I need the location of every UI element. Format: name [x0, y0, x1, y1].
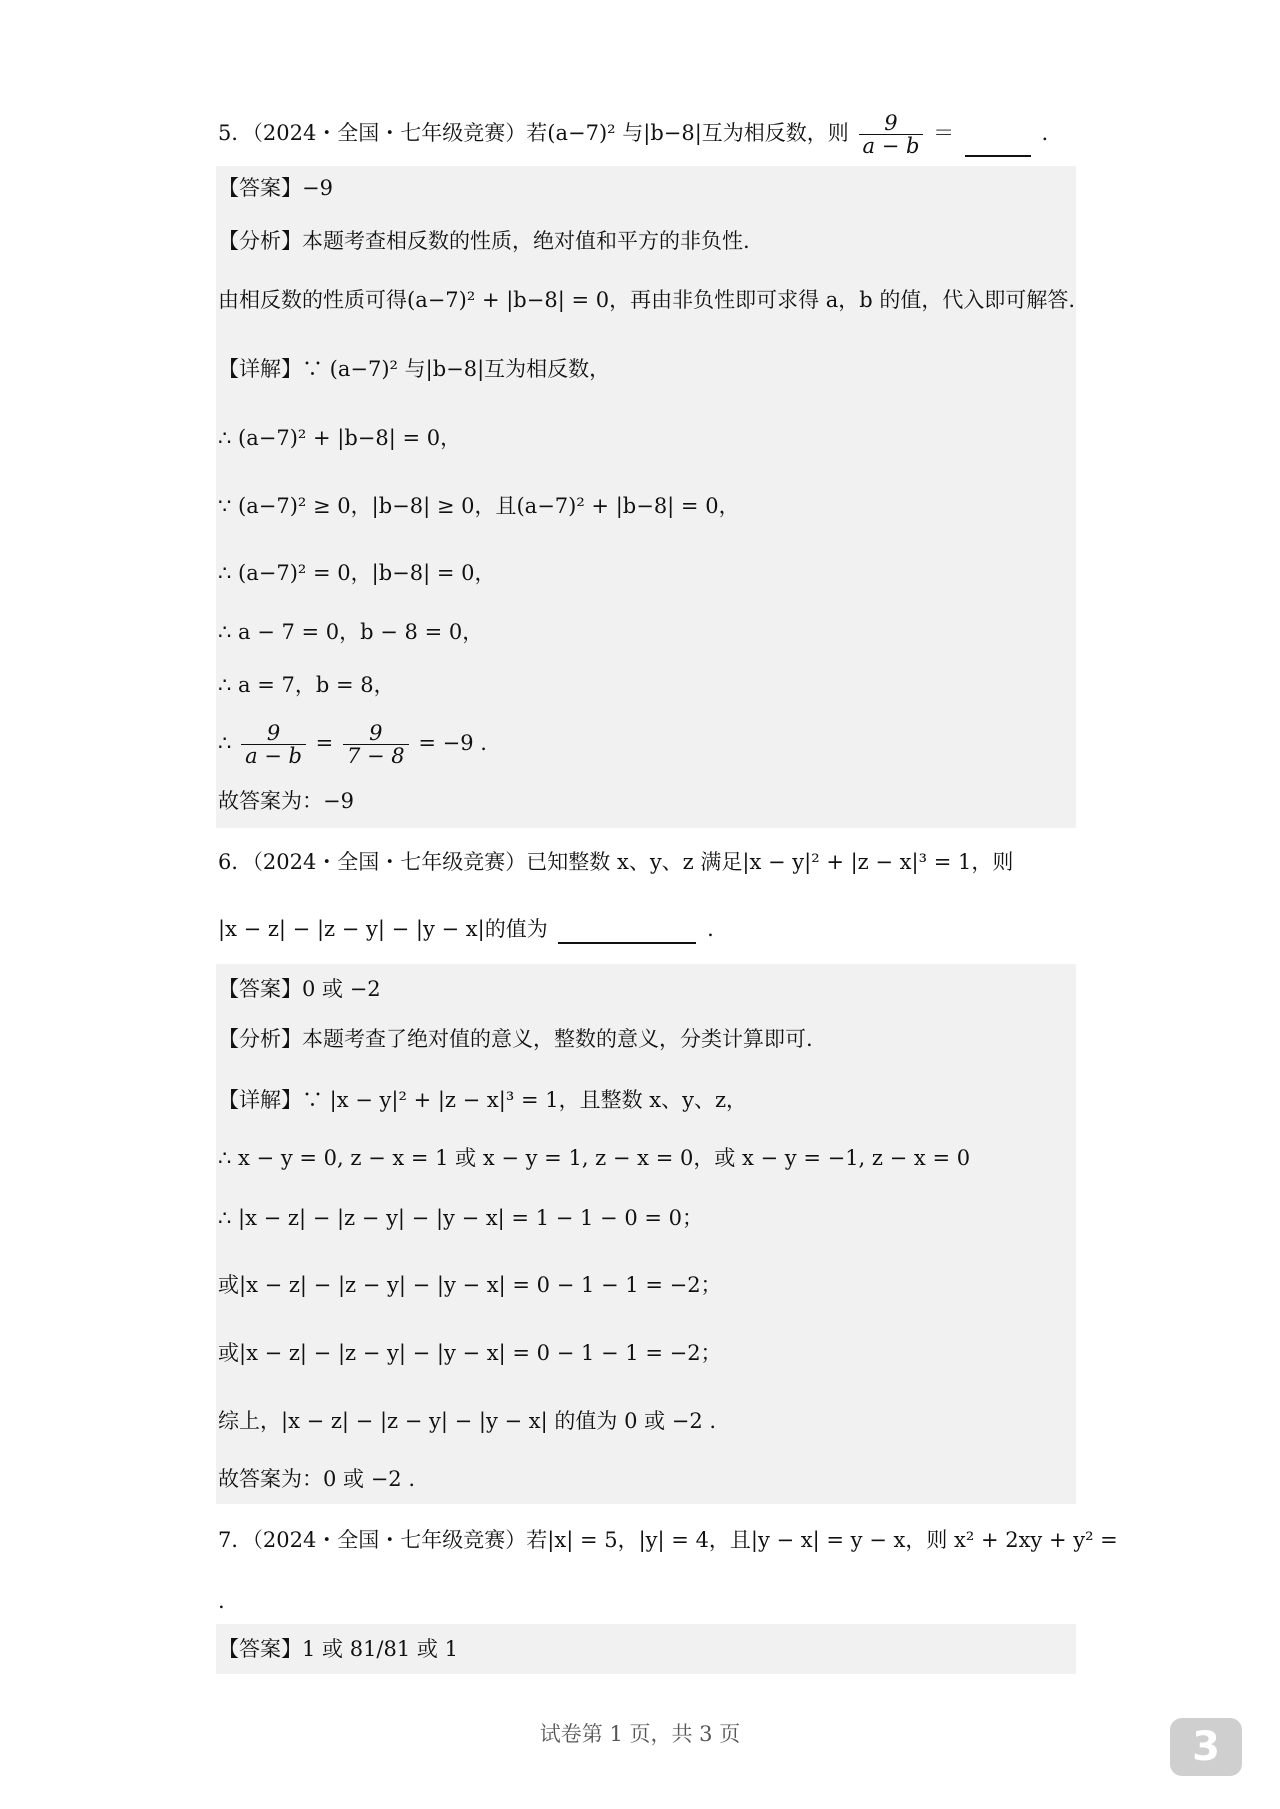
step-6-4: 或|x − z| − |z − y| − |y − x| = 0 − 1 − 1 = −2； [218, 1341, 722, 1365]
step-6-2: ∴ |x − z| − |z − y| − |y − x| = 1 − 1 − 0 = 0； [218, 1206, 703, 1230]
page-number-badge: 3 [1170, 1718, 1242, 1776]
question-7-stem-line2: . [218, 1589, 225, 1613]
answer-7: 【答案】1 或 81/81 或 1 [218, 1637, 458, 1661]
detail-6: 【详解】∵ |x − y|² + |z − x|³ = 1，且整数 x、y、z， [218, 1088, 748, 1112]
answer-blank [558, 920, 696, 944]
step-6-1: ∴ x − y = 0, z − x = 1 或 x − y = 1, z − x = 0，或 x − y = −1, z − x = 0 [218, 1146, 971, 1170]
answer-6: 【答案】0 或 −2 [218, 977, 381, 1001]
question-5-stem: 5．（2024・全国・七年级竞赛）若(a−7)² 与|b−8|互为相反数，则 $\frac{9}{a - b}$ ＝ . [218, 111, 1049, 158]
analysis-5: 【分析】本题考查相反数的性质，绝对值和平方的非负性. [218, 229, 750, 253]
step-5-5: ∴ a = 7，b = 8， [218, 673, 395, 697]
page-footer: 试卷第 1 页，共 3 页 [539, 1722, 741, 1746]
fraction-9-over-a-b: $\frac{9}{a - b}$ [241, 722, 306, 767]
detail-5: 【详解】∵ (a−7)² 与|b−8|互为相反数， [218, 357, 611, 381]
step-5-2: ∵ (a−7)² ≥ 0，|b−8| ≥ 0，且(a−7)² + |b−8| = 0， [218, 494, 740, 518]
question-6-stem: 6．（2024・全国・七年级竞赛）已知整数 x、y、z 满足|x − y|² + |z − x|³ = 1，则 [218, 850, 1014, 874]
analysis-6: 【分析】本题考查了绝对值的意义，整数的意义，分类计算即可. [218, 1027, 813, 1051]
step-6-5: 综上，|x − z| − |z − y| − |y − x| 的值为 0 或 −2 . [218, 1409, 717, 1433]
step-6-3: 或|x − z| − |z − y| − |y − x| = 0 − 1 − 1 = −2； [218, 1273, 722, 1297]
question-7-stem: 7．（2024・全国・七年级竞赛）若|x| = 5，|y| = 4，且|y − x| = y − x，则 x² + 2xy + y² = [218, 1528, 1118, 1552]
step-5-4: ∴ a − 7 = 0，b − 8 = 0， [218, 620, 484, 644]
answer-blank [965, 133, 1031, 157]
step-5-6: ∴ $\frac{9}{a - b}$ = $\frac{9}{7 - 8}$ = −9 . [218, 721, 487, 768]
answer-5: 【答案】−9 [218, 176, 333, 200]
final-answer-6: 故答案为：0 或 −2 . [218, 1467, 416, 1491]
final-answer-5: 故答案为：−9 [218, 789, 354, 813]
question-5-fraction: $\frac{9}{a - b}$ [859, 112, 924, 157]
question-5-text: 5．（2024・全国・七年级竞赛）若(a−7)² 与|b−8|互为相反数，则 [218, 121, 849, 145]
fraction-9-over-7-8: $\frac{9}{7 - 8}$ [343, 722, 409, 767]
step-5-1: ∴ (a−7)² + |b−8| = 0， [218, 426, 462, 450]
question-6-stem-line2: |x − z| − |z − y| − |y − x|的值为 . [218, 914, 1078, 944]
step-5-3: ∴ (a−7)² = 0，|b−8| = 0， [218, 561, 496, 585]
analysis-5-detail: 由相反数的性质可得(a−7)² + |b−8| = 0，再由非负性即可求得 a，b 的值，代入即可解答. [218, 288, 1076, 312]
